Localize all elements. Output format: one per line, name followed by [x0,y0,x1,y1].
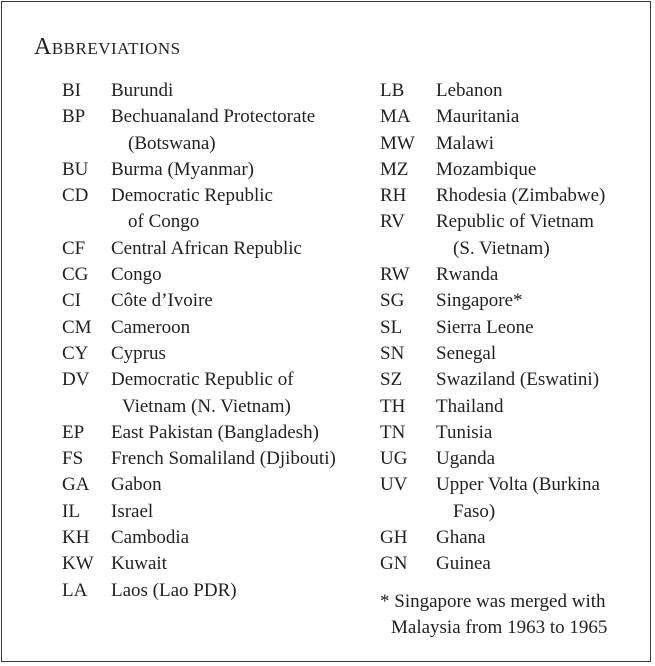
list-item [380,315,645,341]
abbreviation-code: FS [62,448,84,470]
list-item [62,578,367,604]
abbreviation-code: BP [62,106,86,128]
country-name: Singapore* [436,290,523,312]
country-name: French Somaliland (Djibouti) [111,448,336,470]
country-name: Kuwait [111,553,167,575]
abbreviation-code: BU [62,158,89,180]
abbreviation-code: CI [62,290,81,312]
list-item [62,262,367,288]
country-name-continued: Vietnam (N. Vietnam) [122,395,291,417]
list-item [380,420,645,446]
abbreviation-code: TN [380,421,406,443]
country-name: Israel [111,500,154,522]
list-item [62,288,367,314]
country-name: Laos (Lao PDR) [111,579,237,601]
abbreviation-code: CY [62,342,89,364]
country-name: Burma (Myanmar) [111,158,254,180]
abbreviation-code: RW [380,264,410,286]
abbreviation-code: CD [62,185,89,207]
abbreviation-code: SL [380,316,403,338]
country-name: Senegal [436,342,497,364]
country-name: Mauritania [436,106,520,128]
list-item [380,183,645,209]
footnote-line: * Singapore was merged with [380,591,606,612]
country-name: Republic of Vietnam [436,211,594,233]
country-name: Gabon [111,474,162,496]
list-item [380,446,645,472]
country-name: Tunisia [436,421,493,443]
page-title: Abbreviations [34,34,181,60]
country-name: Cyprus [111,342,166,364]
abbreviation-code: RH [380,185,407,207]
abbreviation-code: SG [380,290,405,312]
list-item [380,525,645,551]
abbreviation-code: KH [62,527,90,549]
list-item [380,157,645,183]
list-item [380,131,645,157]
list-item [62,104,367,157]
abbreviation-code: SN [380,342,405,364]
list-item [380,262,645,288]
list-item [62,551,367,577]
list-item [62,183,367,236]
country-name: Malawi [436,132,495,154]
list-item [62,446,367,472]
abbreviation-code: TH [380,395,406,417]
country-name: Sierra Leone [436,316,534,338]
abbreviation-code: LA [62,579,88,601]
abbreviation-list-right [380,78,645,578]
abbreviation-code: SZ [380,369,403,391]
footnote-line: Malaysia from 1963 to 1965 [391,617,608,639]
abbreviation-code: KW [62,553,94,575]
list-item [380,209,645,262]
list-item [62,341,367,367]
abbreviation-list-left [62,78,367,604]
country-name: Cameroon [111,316,191,338]
country-name: Rwanda [436,264,499,286]
country-name: Democratic Republic [111,185,273,207]
abbreviations-box [1,1,651,662]
country-name: Bechuanaland Protectorate [111,106,316,128]
abbreviation-code: UV [380,474,408,496]
country-name: Rhodesia (Zimbabwe) [436,185,606,207]
country-name: Burundi [111,80,174,101]
country-name-continued: (Botswana) [128,132,216,154]
country-name: Lebanon [436,80,503,101]
list-item [62,315,367,341]
country-name: Swaziland (Eswatini) [436,369,600,391]
country-name: Thailand [436,395,504,417]
abbreviation-code: IL [62,500,80,522]
country-name: Mozambique [436,158,537,180]
list-item [380,104,645,130]
country-name: Uganda [436,448,496,470]
list-item [62,367,367,420]
footnote [380,589,607,642]
country-name: Guinea [436,553,491,575]
list-item [380,472,645,525]
list-item [62,525,367,551]
list-item [62,472,367,498]
abbreviation-code: CM [62,316,92,338]
abbreviation-code: EP [62,421,85,443]
list-item [380,394,645,420]
country-name: Central African Republic [111,237,302,259]
abbreviation-code: RV [380,211,405,233]
country-name: Congo [111,264,162,286]
abbreviation-code: GA [62,474,90,496]
list-item [62,157,367,183]
country-name: Ghana [436,527,486,549]
list-item [380,288,645,314]
abbreviation-code: LB [380,80,405,101]
list-item [62,78,367,104]
abbreviation-code: BI [62,80,81,101]
list-item [380,367,645,393]
list-item [62,499,367,525]
country-name: Upper Volta (Burkina [436,474,600,496]
list-item [62,420,367,446]
abbreviation-code: CG [62,264,89,286]
country-name-continued: of Congo [128,211,200,233]
abbreviation-code: GH [380,527,408,549]
abbreviation-code: MW [380,132,415,154]
list-item [380,341,645,367]
country-name: East Pakistan (Bangladesh) [111,421,319,443]
list-item [62,236,367,262]
country-name: Democratic Republic of [111,369,294,391]
country-name-continued: Faso) [453,500,496,522]
country-name: Cambodia [111,527,190,549]
abbreviation-code: MZ [380,158,409,180]
abbreviation-code: CF [62,237,86,259]
list-item [380,551,645,577]
abbreviation-code: UG [380,448,408,470]
abbreviation-code: GN [380,553,408,575]
country-name-continued: (S. Vietnam) [453,237,550,259]
abbreviation-code: MA [380,106,411,128]
abbreviation-code: DV [62,369,90,391]
list-item [380,78,645,104]
country-name: Côte d’Ivoire [111,290,213,312]
